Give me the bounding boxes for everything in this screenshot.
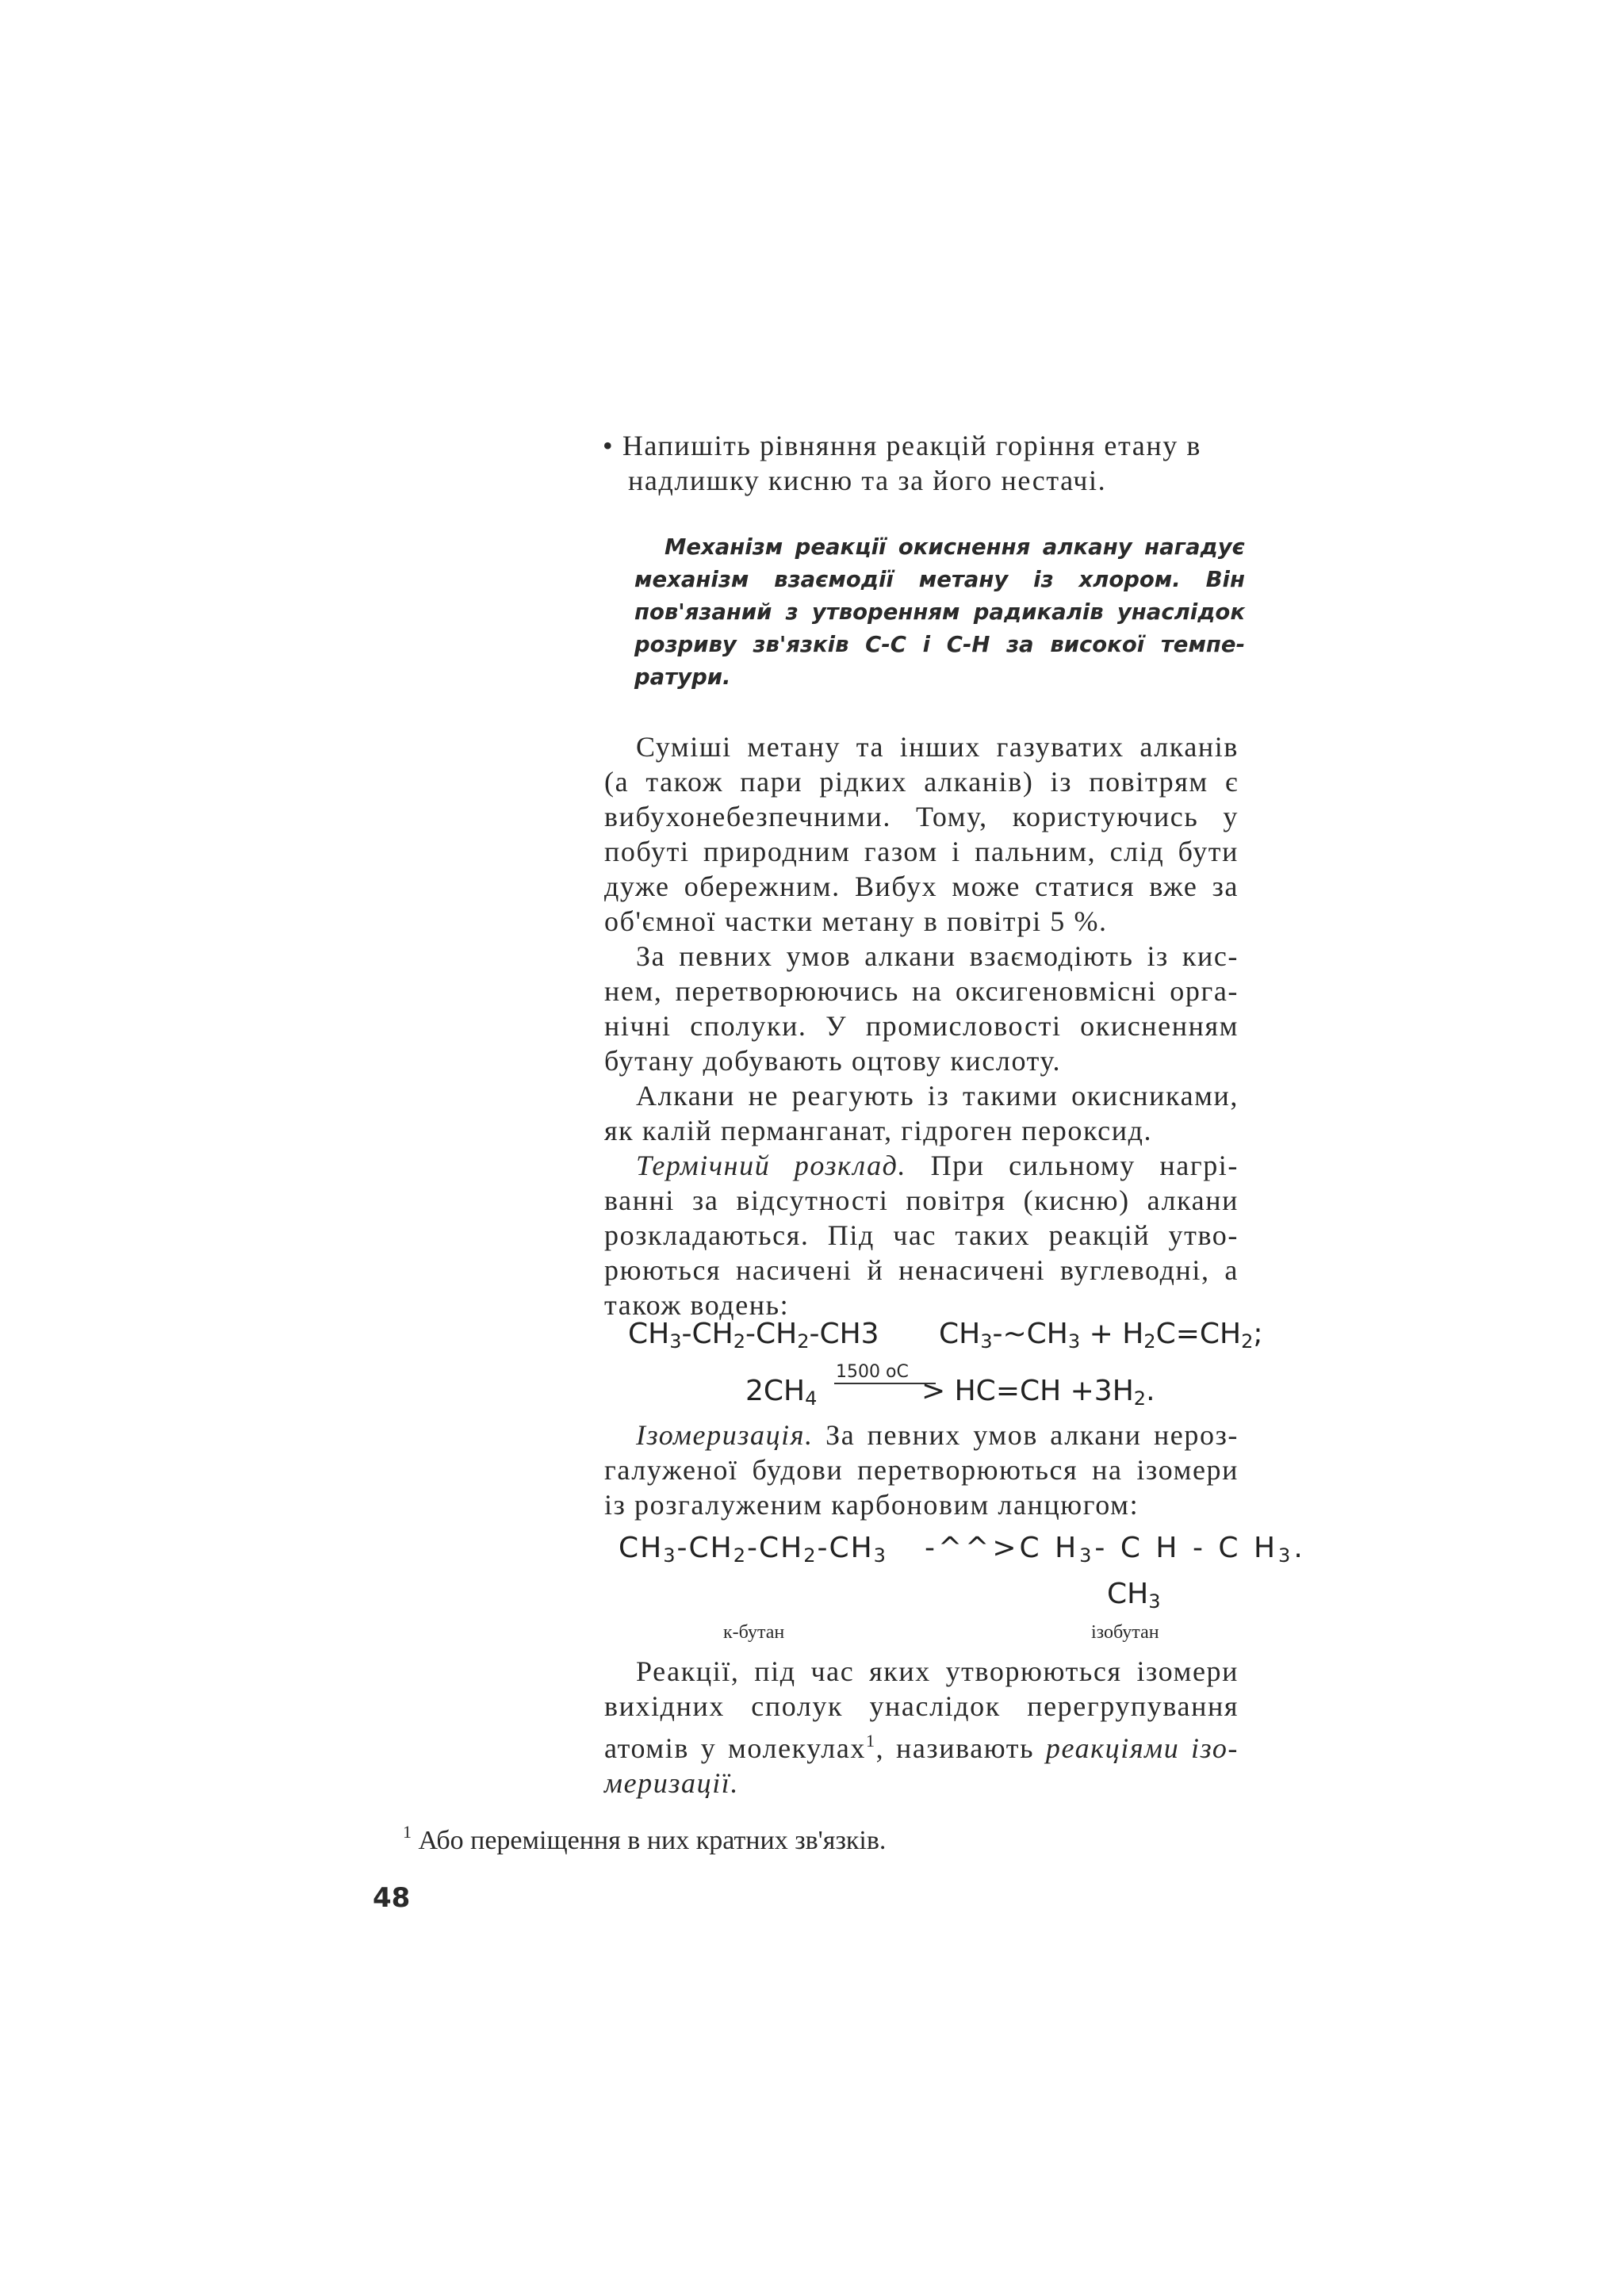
- formula-subscript: 3: [663, 1544, 677, 1567]
- formula-part: ;: [1253, 1318, 1263, 1350]
- reaction-arrow: >: [921, 1375, 946, 1407]
- text-line: Реакції, під час яких утворюються ізомери: [636, 1655, 1239, 1687]
- equation-isomerization-right: [925, 1532, 1306, 1567]
- formula-part: C H: [1019, 1532, 1080, 1564]
- formula-subscript: 3: [669, 1330, 682, 1353]
- text-line: [604, 1148, 1239, 1183]
- text-line: із розгалуженим карбоновим ланцюгом:: [604, 1489, 1139, 1521]
- paragraph-thermal-decomposition: [604, 1148, 1239, 1322]
- formula-part: CH: [939, 1318, 981, 1350]
- label-isobutane: ізобутан: [1091, 1622, 1159, 1643]
- text-line: бутану добувають оцтову кислоту.: [604, 1045, 1062, 1077]
- text-line: [604, 1724, 1239, 1766]
- text-line: [604, 1418, 1239, 1452]
- text-line: як калій перманганат, гідроген пероксид.: [604, 1115, 1153, 1146]
- text-line: вихідних сполук унаслідок перегрупування: [604, 1690, 1239, 1722]
- text-line: нем, перетворюючись на оксигеновмісні орга-: [604, 975, 1239, 1007]
- footnote-reference: 1: [866, 1731, 876, 1751]
- equation-isomerization-left: [619, 1532, 887, 1567]
- formula-subscript: 4: [805, 1387, 818, 1410]
- note-line: пов'язаний з утворенням радикалів унаслідок: [634, 599, 1245, 625]
- formula-part: CH: [1107, 1578, 1149, 1610]
- text-span: , називають: [875, 1732, 1035, 1764]
- formula-subscript: 2: [797, 1330, 810, 1353]
- text-line: побуті природним газом і пальним, слід бути: [604, 836, 1239, 867]
- text-span: При сильному нагрі-: [930, 1150, 1239, 1181]
- text-line: (а також пари рідких алканів) із повітрям є: [604, 766, 1239, 798]
- note-line: Механізм реакції окиснення алкану нагадує: [665, 534, 1245, 560]
- paragraph-oxidizers: [604, 1078, 1239, 1148]
- bullet-symbol: •: [603, 430, 615, 461]
- formula-part: -CH: [817, 1532, 874, 1564]
- formula-part: -CH: [745, 1318, 798, 1350]
- paragraph-isomerization-definition: [604, 1654, 1239, 1800]
- note-line: ратури.: [634, 664, 731, 690]
- formula-part: 2CH: [745, 1375, 806, 1407]
- text-span: атомів у молекулах: [604, 1732, 867, 1764]
- formula-part: .: [1293, 1532, 1306, 1564]
- isobutane-branch: [1107, 1578, 1161, 1613]
- text-line: рюються насичені й ненасичені вуглеводні, а: [604, 1254, 1239, 1286]
- formula-subscript: 3: [1079, 1544, 1095, 1567]
- text-line: галуженої будови перетворюються на ізомери: [604, 1454, 1239, 1486]
- equation-methane-pyrolysis-left: [745, 1375, 817, 1410]
- formula-part: .: [1146, 1375, 1155, 1407]
- formula-subscript: 3: [873, 1544, 887, 1567]
- note-line: розриву зв'язків С-С і С-Н за високої темпе-: [634, 632, 1245, 657]
- text-line: дуже обережним. Вибух може статися вже за: [604, 871, 1239, 902]
- formula-subscript: 2: [1133, 1387, 1147, 1410]
- formula-part: - C H - C H: [1094, 1532, 1279, 1564]
- formula-subscript: 2: [1241, 1330, 1254, 1353]
- note-line: механізм взаємодії метану із хлором. Він: [634, 567, 1245, 592]
- footnote-mark: 1: [403, 1822, 412, 1842]
- note-block: [634, 531, 1245, 694]
- footnote-text: Або переміщення в них кратних зв'язків.: [418, 1826, 887, 1855]
- formula-subscript: 3: [1278, 1544, 1294, 1567]
- label-n-butane: к-бутан: [723, 1622, 785, 1643]
- formula-part: -CH: [681, 1318, 733, 1350]
- term-isomerization: Ізомеризація.: [636, 1419, 814, 1451]
- formula-part: CH: [619, 1532, 664, 1564]
- formula-subscript: 2: [1143, 1330, 1156, 1353]
- term-thermal-decomposition: Термічний розклад.: [636, 1150, 907, 1181]
- bullet-question-line-1: [603, 428, 1201, 463]
- bullet-text-1: Напишіть рівняння реакцій горіння етану в: [622, 430, 1202, 461]
- reaction-arrow-line: [834, 1383, 936, 1384]
- equation-butane-cracking-left: [628, 1318, 879, 1353]
- text-line: об'ємної частки метану в повітрі 5 %.: [604, 905, 1108, 937]
- text-span: За певних умов алкани нероз-: [825, 1419, 1239, 1451]
- text-line: вибухонебезпечними. Тому, користуючись у: [604, 801, 1239, 832]
- text-line: нічні сполуки. У промисловості окисненням: [604, 1010, 1239, 1042]
- equation-butane-cracking-right: [939, 1318, 1263, 1353]
- term-isomerization-reactions: реакціями ізо-: [1045, 1732, 1239, 1764]
- page-number: 48: [373, 1882, 411, 1914]
- text-line: також водень:: [604, 1289, 790, 1321]
- formula-part: HC=CH +3H: [945, 1375, 1134, 1407]
- formula-subscript: 2: [733, 1544, 747, 1567]
- paragraph-explosive-mixtures: [604, 729, 1239, 939]
- formula-part: + H: [1080, 1318, 1144, 1350]
- footnote: [403, 1822, 886, 1856]
- formula-subscript: 2: [803, 1544, 818, 1567]
- bullet-question-line-2: [628, 463, 1106, 498]
- text-line: меризації.: [604, 1767, 740, 1799]
- reaction-condition: 1500 оС: [836, 1362, 909, 1382]
- formula-subscript: 3: [1148, 1590, 1161, 1613]
- formula-part: C=CH: [1155, 1318, 1242, 1350]
- formula-part: -~CH: [992, 1318, 1068, 1350]
- formula-part: CH: [628, 1318, 670, 1350]
- paragraph-oxidation: [604, 939, 1239, 1078]
- text-line: ванні за відсутності повітря (кисню) алкани: [604, 1184, 1239, 1216]
- reaction-arrow: -^^>: [925, 1532, 1020, 1564]
- equation-methane-pyrolysis-right: [921, 1375, 1155, 1410]
- formula-part: -CH: [746, 1532, 804, 1564]
- formula-subscript: 3: [980, 1330, 993, 1353]
- formula-part: -CH: [676, 1532, 733, 1564]
- formula-subscript: 2: [733, 1330, 745, 1353]
- text-line: розкладаються. Під час таких реакцій утво-: [604, 1219, 1239, 1251]
- text-line: Суміші метану та інших газуватих алканів: [636, 731, 1239, 763]
- paragraph-isomerization: [604, 1418, 1239, 1522]
- bullet-text-2: надлишку кисню та за його нестачі.: [628, 465, 1107, 496]
- text-line: Алкани не реагують із такими окисниками,: [636, 1080, 1239, 1112]
- formula-subscript: 3: [1067, 1330, 1081, 1353]
- text-line: За певних умов алкани взаємодіють із кис-: [636, 940, 1239, 972]
- formula-part: -CH3: [809, 1318, 879, 1350]
